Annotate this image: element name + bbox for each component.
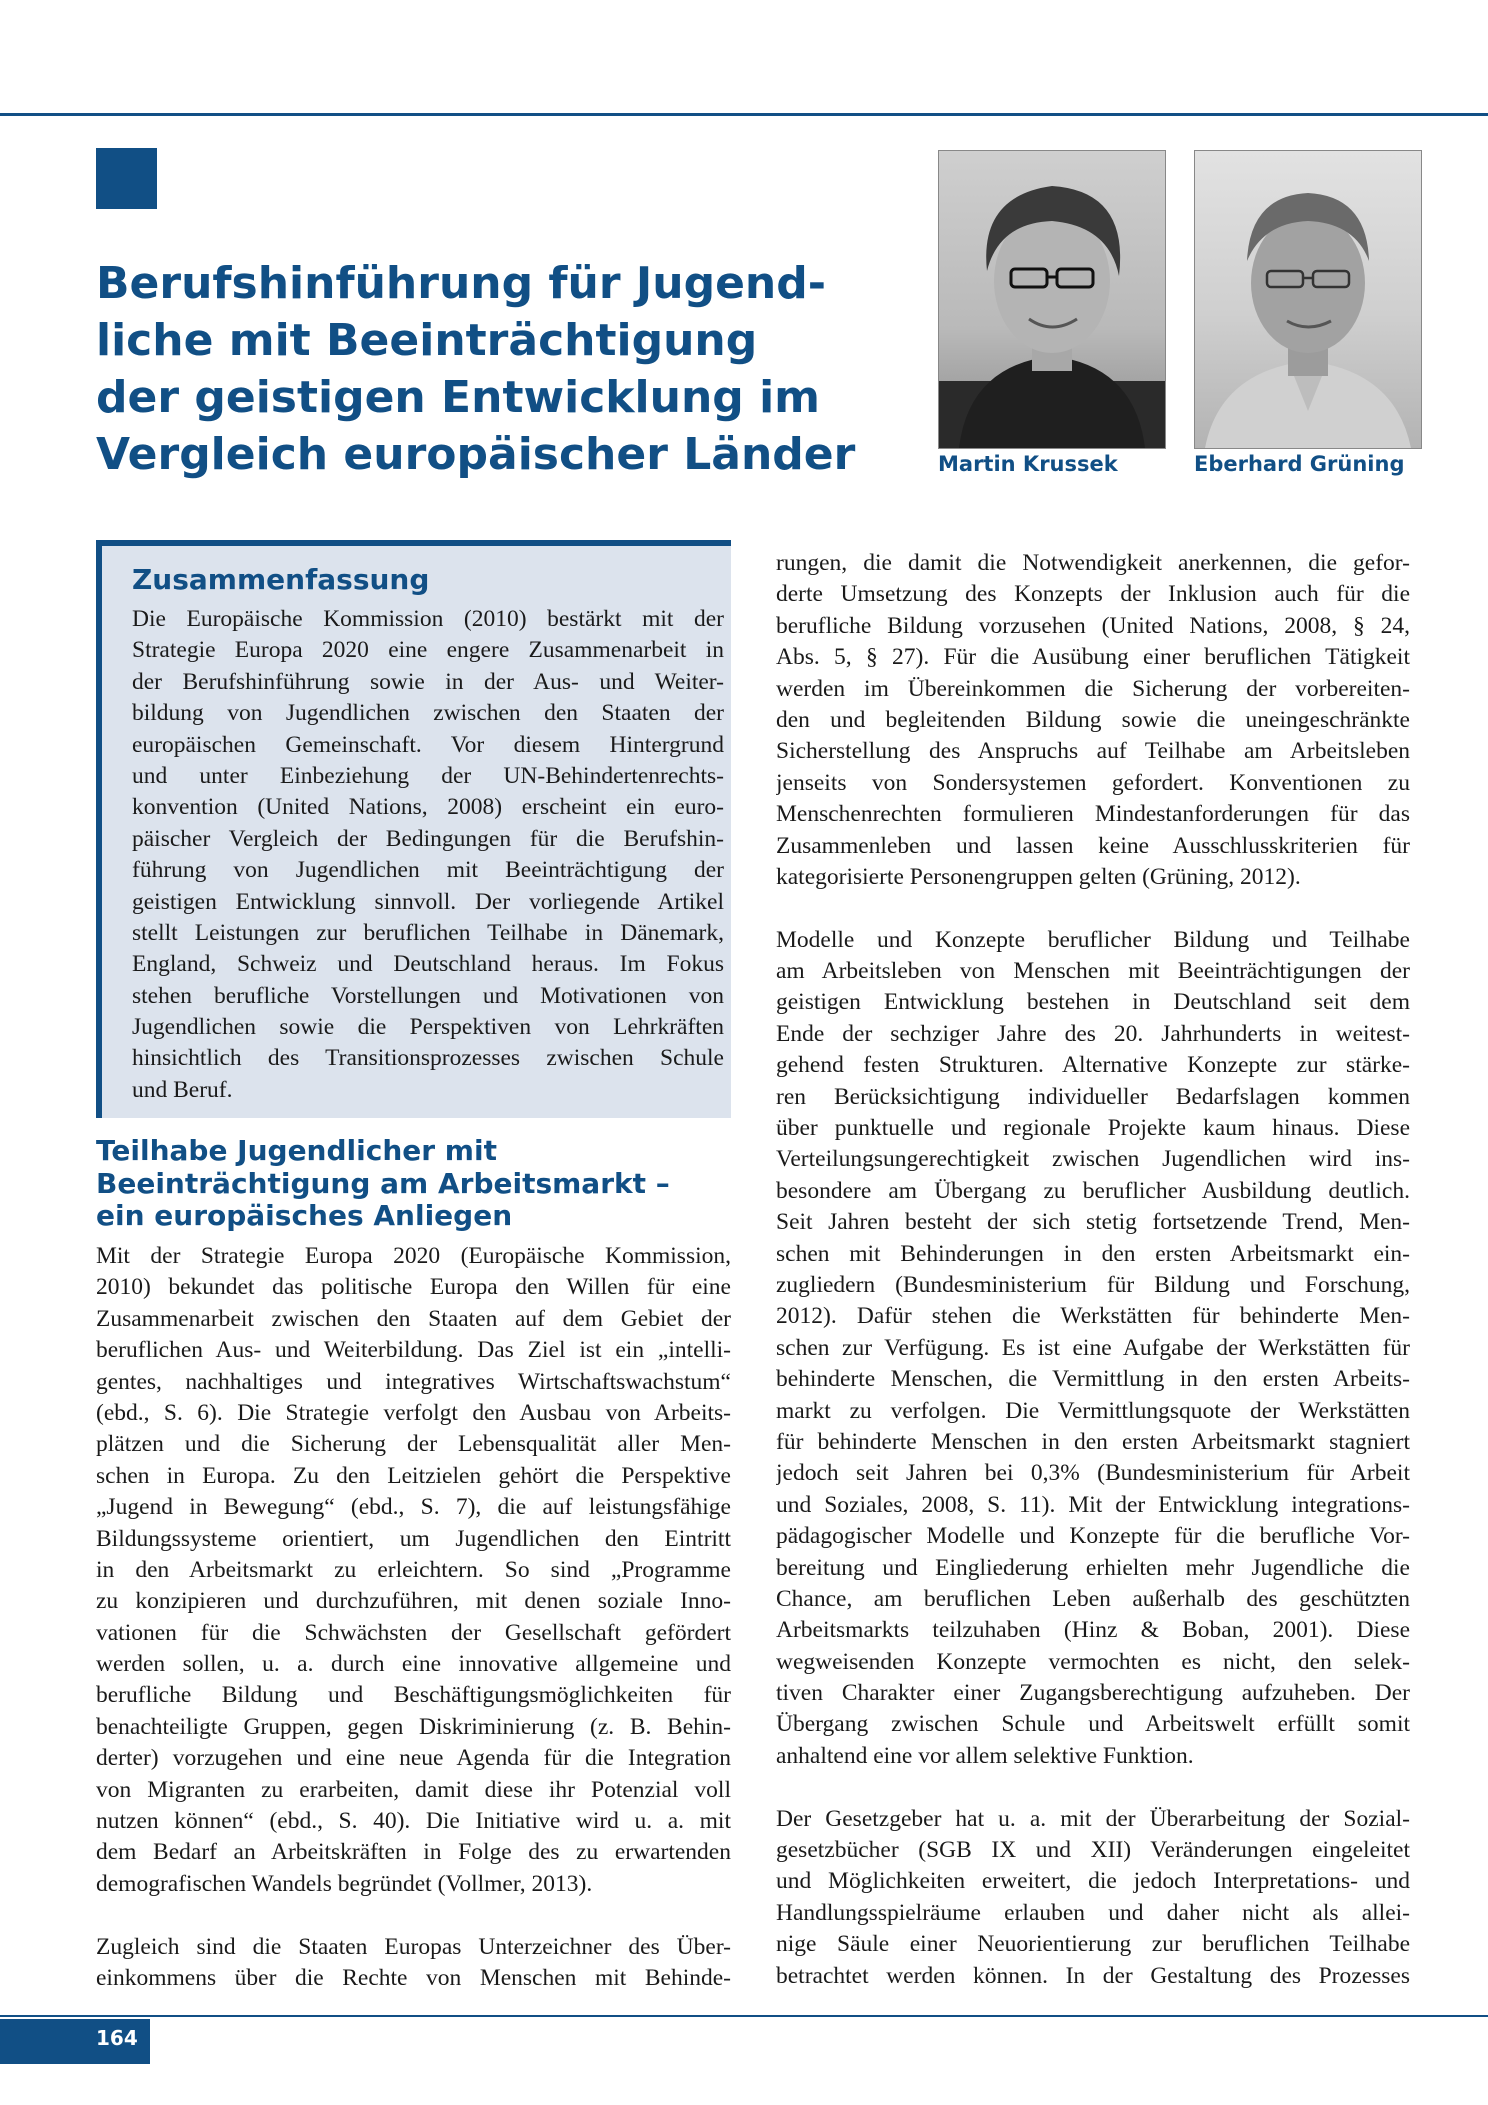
text-line: 2010) bekundet das politische Europa den Willen für eine bbox=[96, 1274, 731, 1301]
text-line: konvention (United Nations, 2008) erscheint ein euro- bbox=[132, 794, 724, 821]
section-heading bbox=[96, 1135, 670, 1233]
text-line: geistigen Entwicklung sinnvoll. Der vorliegende Artikel bbox=[132, 888, 724, 915]
text-line: tiven Charakter einer Zugangsberechtigung aufzuheben. Der bbox=[776, 1680, 1410, 1707]
text-line: schen mit Behinderungen in den ersten Arbeitsmarkt ein- bbox=[776, 1240, 1410, 1267]
body-column-right bbox=[776, 548, 1410, 1992]
text-line: gentes, nachhaltiges und integratives Wirtschaftswachstum“ bbox=[96, 1368, 731, 1395]
text-line: derter) vorzugehen und eine neue Agenda für die Integration bbox=[96, 1745, 731, 1772]
text-line: zugliedern (Bundesministerium für Bildung und Forschung, bbox=[776, 1271, 1410, 1298]
text-line: beruflichen Aus- und Weiterbildung. Das Ziel ist ein „intelli- bbox=[96, 1337, 731, 1364]
text-line: demografischen Wandels begründet (Vollmer, 2013). bbox=[96, 1870, 593, 1897]
text-line: Der Gesetzgeber hat u. a. mit der Überarbeitung der Sozial- bbox=[776, 1805, 1410, 1832]
text-line: in den Arbeitsmarkt zu erleichtern. So sind „Programme bbox=[96, 1556, 731, 1583]
text-line: pädagogischer Modelle und Konzepte für die berufliche Vor- bbox=[776, 1523, 1410, 1550]
text-line: markt zu verfolgen. Die Vermittlungsquote der Werkstätten bbox=[776, 1397, 1410, 1424]
page-number: 164 bbox=[96, 2026, 138, 2050]
text-line: England, Schweiz und Deutschland heraus. Im Fokus bbox=[132, 951, 724, 978]
text-line: wegweisenden Konzepte vermochten es nicht, den selek- bbox=[776, 1648, 1410, 1675]
text-line: bildung von Jugendlichen zwischen den Staaten der bbox=[132, 700, 724, 727]
text-line: führung von Jugendlichen mit Beeinträchtigung der bbox=[132, 857, 724, 884]
author-name: Eberhard Grüning bbox=[1194, 452, 1405, 476]
text-line: berufliche Bildung vorzusehen (United Nations, 2008, § 24, bbox=[776, 612, 1410, 639]
text-line: derte Umsetzung des Konzepts der Inklusion auch für die bbox=[776, 581, 1410, 608]
text-line: am Arbeitsleben von Menschen mit Beeinträchtigungen der bbox=[776, 958, 1410, 985]
text-line: schen zur Verfügung. Es ist eine Aufgabe der Werkstätten für bbox=[776, 1334, 1410, 1361]
text-line: für behinderte Menschen in den ersten Arbeitsmarkt stagniert bbox=[776, 1428, 1410, 1455]
section-heading-line: ein europäisches Anliegen bbox=[96, 1199, 513, 1232]
text-line: Verteilungsungerechtigkeit zwischen Jugendlichen wird ins- bbox=[776, 1146, 1410, 1173]
text-line: vationen für die Schwächsten der Gesellschaft gefördert bbox=[96, 1619, 731, 1646]
section-heading-line: Teilhabe Jugendlicher mit bbox=[96, 1134, 497, 1167]
article-title bbox=[96, 255, 916, 483]
text-line: Jugendlichen sowie die Perspektiven von Lehrkräften bbox=[132, 1014, 724, 1041]
text-line: Zugleich sind die Staaten Europas Unterzeichner des Über- bbox=[96, 1933, 731, 1960]
section-heading-line: Beeinträchtigung am Arbeitsmarkt – bbox=[96, 1166, 670, 1200]
text-line: und unter Einbeziehung der UN-Behindertenrechts- bbox=[132, 762, 724, 789]
text-line: schen in Europa. Zu den Leitzielen gehört die Perspektive bbox=[96, 1462, 731, 1489]
text-line: (ebd., S. 6). Die Strategie verfolgt den Ausbau von Arbeits- bbox=[96, 1399, 731, 1426]
abstract-text bbox=[132, 604, 724, 1106]
text-line: geistigen Entwicklung bestehen in Deutschland seit dem bbox=[776, 989, 1410, 1016]
text-line: den und begleitenden Bildung sowie die uneingeschränkte bbox=[776, 706, 1410, 733]
text-line: betrachtet werden können. In der Gestaltung des Prozesses bbox=[776, 1962, 1410, 1989]
text-line: Ende der sechziger Jahre des 20. Jahrhunderts in weitest- bbox=[776, 1020, 1410, 1047]
text-line: jedoch seit Jahren bei 0,3% (Bundesministerium für Arbeit bbox=[776, 1460, 1410, 1487]
text-line: und Möglichkeiten erweitert, die jedoch Interpretations- und bbox=[776, 1868, 1410, 1895]
title-line: liche mit Beeinträchtigung bbox=[96, 315, 758, 366]
text-line: Zusammenleben und lassen keine Ausschlusskriterien für bbox=[776, 832, 1410, 859]
text-line: Menschenrechten formulieren Mindestanforderungen für das bbox=[776, 801, 1410, 828]
top-rule bbox=[0, 113, 1488, 116]
title-line: Berufshinführung für Jugend- bbox=[96, 258, 827, 309]
text-line: Bildungssysteme orientiert, um Jugendlichen den Eintritt bbox=[96, 1525, 731, 1552]
text-line: stellt Leistungen zur beruflichen Teilhabe in Dänemark, bbox=[132, 919, 724, 946]
portrait-image bbox=[939, 151, 1165, 448]
text-line: „Jugend in Bewegung“ (ebd., S. 7), die auf leistungsfähige bbox=[96, 1494, 731, 1521]
text-line: Strategie Europa 2020 eine engere Zusammenarbeit in bbox=[132, 637, 724, 664]
text-line: zu konzipieren und durchzuführen, mit denen soziale Inno- bbox=[96, 1588, 731, 1615]
text-line: päischer Vergleich der Bedingungen für die Berufshin- bbox=[132, 825, 724, 852]
text-line: behinderte Menschen, die Vermittlung in den ersten Arbeits- bbox=[776, 1366, 1410, 1393]
text-line: von Migranten zu erarbeiten, damit diese ihr Potenzial voll bbox=[96, 1776, 731, 1803]
text-line: Seit Jahren besteht der sich stetig fortsetzende Trend, Men- bbox=[776, 1209, 1410, 1236]
portrait-image bbox=[1195, 151, 1421, 448]
text-line: Modelle und Konzepte beruflicher Bildung und Teilhabe bbox=[776, 926, 1410, 953]
text-line: nutzen können“ (ebd., S. 40). Die Initiative wird u. a. mit bbox=[96, 1808, 731, 1835]
text-line: dem Bedarf an Arbeitskräften in Folge des zu erwartenden bbox=[96, 1839, 731, 1866]
text-line: nige Säule einer Neuorientierung zur beruflichen Teilhabe bbox=[776, 1931, 1410, 1958]
text-line: über punktuelle und regionale Projekte kaum hinaus. Diese bbox=[776, 1115, 1410, 1142]
text-line: der Berufshinführung sowie in der Aus- und Weiter- bbox=[132, 668, 724, 695]
text-line: benachteiligte Gruppen, gegen Diskriminierung (z. B. Behin- bbox=[96, 1713, 731, 1740]
text-line: Mit der Strategie Europa 2020 (Europäische Kommission, bbox=[96, 1243, 731, 1269]
author-photo-krussek bbox=[938, 150, 1166, 449]
text-line: berufliche Bildung und Beschäftigungsmöglichkeiten für bbox=[96, 1682, 731, 1709]
text-line: und Beruf. bbox=[132, 1076, 233, 1103]
text-line: einkommens über die Rechte von Menschen mit Behinde- bbox=[96, 1964, 731, 1991]
text-line: jenseits von Sondersystemen gefordert. Konventionen zu bbox=[776, 769, 1410, 796]
author-name: Martin Krussek bbox=[938, 452, 1118, 476]
author-photo-gruening bbox=[1194, 150, 1422, 449]
body-column-left bbox=[96, 1241, 731, 1994]
text-line: Übergang zwischen Schule und Arbeitswelt erfüllt somit bbox=[776, 1711, 1410, 1738]
text-line: rungen, die damit die Notwendigkeit anerkennen, die gefor- bbox=[776, 550, 1410, 576]
title-line: der geistigen Entwicklung im bbox=[96, 372, 821, 423]
text-line: Zusammenarbeit zwischen den Staaten auf dem Gebiet der bbox=[96, 1305, 731, 1332]
text-line: ren Berücksichtigung individueller Bedarfslagen kommen bbox=[776, 1083, 1410, 1110]
abstract-heading: Zusammenfassung bbox=[132, 563, 430, 596]
text-line: anhaltend eine vor allem selektive Funktion. bbox=[776, 1742, 1194, 1769]
text-line: Arbeitsmarkts teilzuhaben (Hinz & Boban, 2001). Diese bbox=[776, 1617, 1410, 1644]
text-line: plätzen und die Sicherung der Lebensqualität aller Men- bbox=[96, 1431, 731, 1458]
text-line: besondere am Übergang zu beruflicher Ausbildung deutlich. bbox=[776, 1177, 1410, 1204]
text-line: Handlungsspielräume erlauben und daher nicht als allei- bbox=[776, 1899, 1410, 1926]
text-line: stehen berufliche Vorstellungen und Motivationen von bbox=[132, 982, 724, 1009]
title-line: Vergleich europäischer Länder bbox=[96, 429, 856, 480]
text-line: Chance, am beruflichen Leben außerhalb des geschützten bbox=[776, 1585, 1410, 1612]
bottom-rule bbox=[0, 2015, 1488, 2017]
text-line: 2012). Dafür stehen die Werkstätten für behinderte Men- bbox=[776, 1303, 1410, 1330]
text-line: europäischen Gemeinschaft. Vor diesem Hintergrund bbox=[132, 731, 724, 758]
text-line: werden sollen, u. a. durch eine innovative allgemeine und bbox=[96, 1651, 731, 1678]
text-line: Die Europäische Kommission (2010) bestärkt mit der bbox=[132, 606, 724, 632]
section-marker-square bbox=[96, 148, 157, 209]
text-line: hinsichtlich des Transitionsprozesses zwischen Schule bbox=[132, 1045, 724, 1072]
text-line: gehend festen Strukturen. Alternative Konzepte zur stärke- bbox=[776, 1052, 1410, 1079]
text-line: kategorisierte Personengruppen gelten (Grüning, 2012). bbox=[776, 863, 1301, 890]
text-line: werden im Übereinkommen die Sicherung der vorbereiten- bbox=[776, 675, 1410, 702]
text-line: bereitung und Eingliederung erhielten mehr Jugendliche die bbox=[776, 1554, 1410, 1581]
text-line: Abs. 5, § 27). Für die Ausübung einer beruflichen Tätigkeit bbox=[776, 644, 1410, 671]
text-line: Sicherstellung des Anspruchs auf Teilhabe am Arbeitsleben bbox=[776, 738, 1410, 765]
text-line: und Soziales, 2008, S. 11). Mit der Entwicklung integrations- bbox=[776, 1491, 1410, 1518]
text-line: gesetzbücher (SGB IX und XII) Veränderungen eingeleitet bbox=[776, 1837, 1410, 1864]
